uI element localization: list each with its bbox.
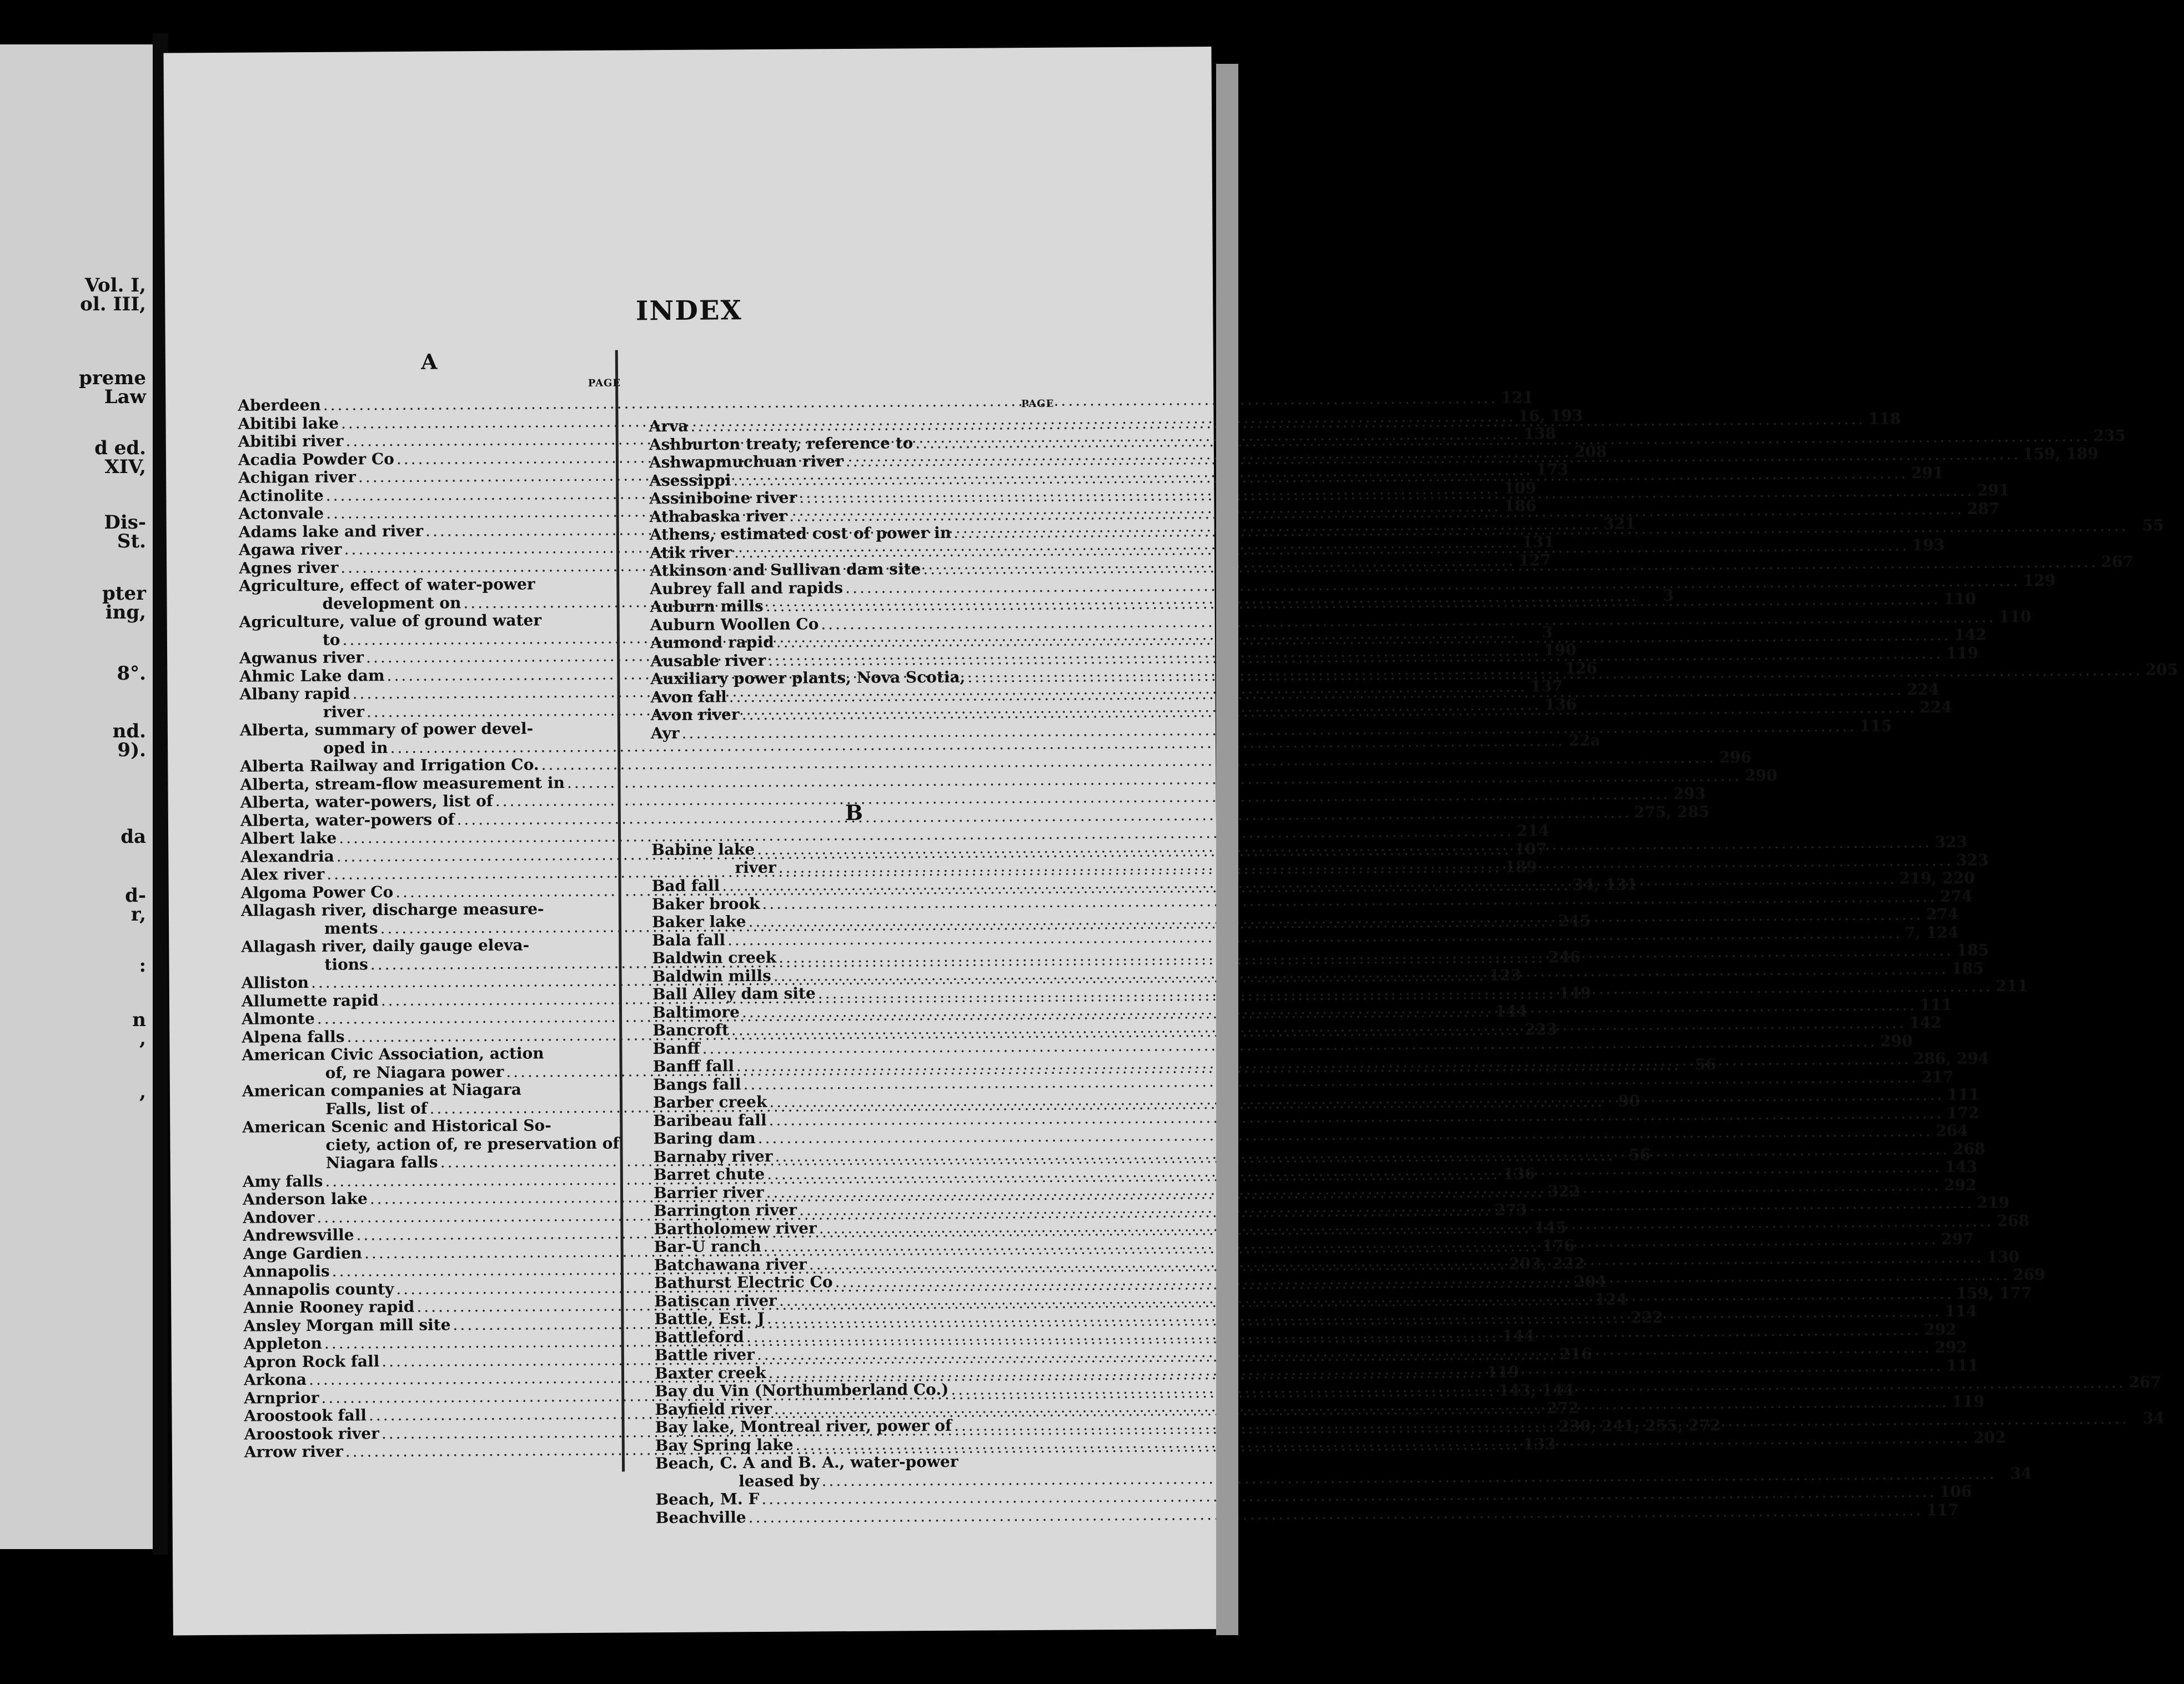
entry-page-number: 286, 294 — [1913, 1049, 1990, 1068]
entry-page-number: 145 — [1534, 1218, 1567, 1237]
entry-page-number: 224 — [1906, 680, 1940, 698]
entry-page-number: 205 — [2145, 660, 2178, 679]
entry-label: Agnes river — [239, 558, 339, 577]
entry-label: Agriculture, value of ground water — [239, 611, 542, 631]
entry-label: ciety, action of, re preservation of — [325, 1134, 620, 1154]
entry-page-number: 173 — [1536, 460, 1569, 479]
entry-label: Athabaska river — [649, 506, 787, 526]
entry-label: Bathurst Electric Co — [654, 1273, 833, 1293]
entry-label: Arnprior — [244, 1388, 319, 1407]
index-entry — [655, 1482, 1972, 1509]
entry-label: Ange Gardien — [243, 1243, 363, 1263]
facing-page-text-fragment: XIV, — [104, 456, 146, 478]
entry-label: Agawa river — [238, 540, 342, 559]
entry-label: Baldwin creek — [652, 948, 777, 968]
entry-page-number: 291 — [1977, 481, 2010, 500]
entry-page-number: 214 — [1517, 821, 1550, 840]
entry-label: Abitibi lake — [238, 414, 339, 433]
entry-page-number: 292 — [1934, 1338, 1967, 1357]
index-entry — [655, 1452, 1061, 1473]
entry-page-number: 219, 220 — [1899, 868, 1975, 888]
entry-label: Alberta, water-powers, list of — [240, 791, 493, 812]
entry-label: Arrow river — [244, 1442, 343, 1461]
entry-page-number: 109 — [1503, 478, 1537, 497]
facing-page-text-fragment: Dis- — [104, 511, 146, 534]
entry-page-number: 126 — [1564, 658, 1598, 677]
entry-label: American Civic Association, action — [242, 1044, 544, 1064]
entry-page-number: 111 — [1946, 1356, 1979, 1375]
entry-label: Alberta, water-powers of — [240, 810, 455, 830]
entry-label: Acadia Powder Co — [238, 449, 395, 469]
entry-page-number: 275, 285 — [1634, 802, 1710, 821]
entry-label: Aberdeen — [238, 395, 321, 415]
entry-label: Apron Rock fall — [243, 1351, 380, 1371]
entry-label: Bancroft — [652, 1021, 729, 1040]
entry-page-number: 274 — [1926, 904, 1959, 924]
entry-label: Baribeau fall — [653, 1110, 767, 1130]
entry-page-number: 56 — [1694, 1054, 1716, 1074]
entry-page-number: 219 — [1977, 1193, 2010, 1212]
index-entry — [653, 1121, 1969, 1148]
entry-page-number: 34 — [2142, 1409, 2165, 1427]
entry-page-number: 118 — [1868, 409, 1901, 428]
entry-page-number: 55 — [2142, 516, 2164, 535]
entry-label: Ayr — [650, 723, 680, 742]
entry-page-number: 185 — [1951, 959, 1984, 978]
entry-page-number: 297 — [1941, 1229, 1974, 1249]
entry-label: Bar-U ranch — [654, 1236, 761, 1256]
entry-label: Auxiliary power plants, Nova Scotia, — [650, 667, 966, 688]
entry-page-number: 138 — [1523, 424, 1557, 443]
entry-label: Alberta, summary of power devel- — [239, 719, 534, 740]
entry-label: Aroostook river — [244, 1424, 380, 1444]
entry-page-number: 127 — [1518, 550, 1552, 570]
entry-label: Barnaby river — [653, 1147, 773, 1166]
entry-page-number: 323 — [1935, 832, 1967, 852]
entry-page-number: 269 — [2012, 1265, 2046, 1284]
entry-label: Battle, Est. J — [654, 1309, 765, 1329]
entry-page-number: 110 — [1999, 607, 2032, 626]
entry-page-number: 216 — [1559, 1344, 1593, 1363]
entry-label: Ahmic Lake dam — [239, 666, 385, 686]
entry-label: Baring dam — [653, 1129, 756, 1148]
entry-page-number: 268 — [1996, 1211, 2030, 1230]
entry-label: Barrier river — [653, 1183, 764, 1202]
entry-page-number: 217 — [1921, 1067, 1954, 1086]
entry-label: Annapolis county — [243, 1279, 394, 1299]
entry-page-number: 131 — [1522, 532, 1555, 551]
facing-page-text-fragment: r, — [130, 903, 146, 926]
entry-label: Agwanus river — [239, 648, 364, 667]
entry-label: Alberta Railway and Irrigation Co. — [240, 755, 539, 776]
entry-page-number: 272 — [1547, 1398, 1579, 1417]
facing-page-text-fragment: d ed. — [94, 437, 146, 459]
entry-page-number: 111 — [1947, 1085, 1980, 1104]
entry-page-number: 230, 241, 255, 272 — [1558, 1415, 1721, 1435]
entry-label: Aumond rapid — [650, 632, 774, 652]
facing-page-text-fragment: 9). — [117, 739, 146, 761]
facing-page-text-fragment: da — [121, 826, 146, 848]
entry-label: river — [735, 858, 776, 877]
entry-page-number: 144 — [1494, 1002, 1528, 1021]
entry-page-number: 293 — [1673, 784, 1706, 803]
entry-page-number: 321 — [1603, 514, 1636, 533]
entry-page-number: 7, 124 — [1904, 923, 1959, 942]
entry-label: Alpena falls — [242, 1027, 345, 1047]
entry-label: Avon fall — [650, 687, 727, 706]
index-entry — [240, 784, 1706, 812]
entry-page-number: 142 — [1909, 1013, 1942, 1032]
entry-page-number: 268 — [1952, 1139, 1986, 1158]
index-entry — [650, 589, 1976, 616]
entry-label: Barber creek — [652, 1092, 767, 1112]
entry-label: river — [323, 702, 365, 721]
facing-page-text-fragment: pter — [102, 582, 146, 605]
index-entry — [240, 748, 1752, 776]
entry-label: Bangs fall — [652, 1074, 741, 1094]
facing-page-text-fragment: : — [139, 954, 146, 977]
entry-page-number: 56 — [1629, 1145, 1651, 1164]
entry-label: Andrewsville — [243, 1225, 354, 1245]
index-entry — [240, 719, 623, 740]
entry-label: Auburn Woollen Co — [650, 614, 819, 634]
entry-label: development on — [322, 593, 461, 613]
entry-label: Arkona — [243, 1370, 307, 1389]
entry-label: Atik river — [649, 542, 732, 562]
entry-label: Ball Alley dam site — [652, 984, 816, 1004]
entry-page-number: 119 — [1946, 644, 1979, 662]
index-entry — [242, 1044, 625, 1064]
entry-page-number: 292 — [1924, 1320, 1957, 1339]
entry-page-number: 22a — [1568, 731, 1601, 750]
entry-label: Baltimore — [652, 1002, 740, 1022]
entry-label: Assiniboine river — [649, 488, 797, 508]
entry-page-number: 290 — [1744, 766, 1778, 785]
entry-label: Bay lake, Montreal river, power of — [655, 1416, 952, 1437]
entry-label: Bala fall — [652, 930, 726, 949]
entry-label: Allagash river, discharge measure- — [240, 899, 544, 920]
entry-page-number: 143 — [1945, 1157, 1977, 1176]
entry-page-number: 133 — [1523, 1435, 1556, 1454]
entry-page-number: 193 — [1912, 535, 1945, 554]
index-entry — [239, 575, 622, 595]
entry-label: Abitibi river — [238, 431, 344, 451]
entry-page-number: 267 — [2101, 552, 2134, 571]
entry-page-number: 223 — [1524, 1019, 1558, 1039]
facing-page-text-fragment: ing, — [105, 601, 146, 624]
entry-page-number: 222 — [1630, 1308, 1664, 1326]
entry-page-number: 34 — [2010, 1464, 2032, 1482]
entry-page-number: 34, 131 — [1572, 874, 1638, 894]
entry-label: Actinolite — [238, 486, 324, 505]
entry-page-number: 16, 193 — [1518, 406, 1583, 425]
index-entry — [240, 821, 1550, 848]
entry-label: Auburn mills — [650, 596, 764, 616]
entry-page-number: 267 — [2128, 1373, 2162, 1391]
entry-page-number: 117 — [1926, 1500, 1959, 1519]
entry-page-number: 246 — [1548, 947, 1581, 966]
entry-page-number: 144 — [1502, 1326, 1535, 1345]
entry-page-number: 189 — [1504, 857, 1538, 876]
entry-page-number: 130 — [1986, 1247, 2020, 1266]
entry-label: Bayfield river — [655, 1399, 772, 1419]
entry-label: Actonvale — [238, 504, 324, 523]
entry-label: Almonte — [241, 1009, 315, 1028]
facing-page-text-fragment: n — [132, 1009, 146, 1031]
facing-page-text-fragment: Vol. I, — [84, 274, 146, 296]
entry-label: Annapolis — [243, 1261, 330, 1281]
entry-label: Alex river — [240, 864, 325, 884]
entry-page-number: 106 — [1939, 1482, 1972, 1501]
entry-label: tions — [324, 954, 368, 974]
entry-label: to — [322, 630, 340, 649]
entry-label: Achigan river — [238, 468, 357, 487]
index-entry — [241, 936, 624, 956]
entry-label: Baldwin mills — [652, 966, 771, 986]
entry-label: Atkinson and Sullivan dam site — [650, 560, 921, 580]
entry-label: Batchawana river — [654, 1254, 807, 1274]
entry-label: Alexandria — [240, 847, 334, 866]
index-entry — [242, 1116, 625, 1137]
entry-label: Falls, list of — [325, 1099, 428, 1118]
index-entry — [655, 1500, 1959, 1527]
entry-label: Allagash river, daily gauge eleva- — [241, 936, 530, 956]
facing-page-text-fragment: preme — [79, 367, 146, 389]
entry-label: Adams lake and river — [238, 521, 424, 541]
page-column-heading: PAGE — [588, 377, 621, 389]
facing-page-text-fragment: Law — [104, 386, 146, 408]
index-entry — [241, 899, 624, 920]
entry-label: Baker lake — [651, 912, 746, 932]
entry-page-number: 136 — [1503, 1164, 1536, 1183]
entry-label: Niagara falls — [325, 1153, 438, 1172]
entry-page-number: 149 — [1558, 983, 1591, 1002]
entry-page-number: 292 — [1944, 1175, 1977, 1194]
entry-label: Appleton — [243, 1334, 323, 1353]
entry-label: oped in — [323, 738, 388, 757]
entry-label: Amy falls — [242, 1172, 323, 1191]
entry-page-number: 110 — [1943, 589, 1976, 608]
entry-label: Anderson lake — [242, 1189, 368, 1209]
entry-label: Beach, C. A and B. A., water-power — [655, 1452, 958, 1473]
entry-label: Algoma Power Co — [240, 882, 394, 902]
section-letter-a: A — [420, 349, 438, 374]
entry-page-number: 142 — [1954, 625, 1987, 644]
index-entry — [239, 611, 622, 631]
entry-page-number: 190 — [1544, 641, 1577, 660]
entry-page-number: 159, 177 — [1956, 1283, 2032, 1303]
entry-page-number: 119 — [1951, 1392, 1985, 1411]
entry-label: Battleford — [654, 1327, 744, 1346]
entry-label: Athens, estimated cost of power in — [649, 523, 952, 544]
entry-page-number: 107 — [1514, 839, 1547, 858]
entry-page-number: 3 — [1542, 622, 1553, 641]
index-entry — [242, 1080, 625, 1100]
entry-label: Avon river — [650, 705, 740, 725]
entry-page-number: 323 — [1956, 850, 1989, 869]
entry-page-number: 111 — [1920, 995, 1952, 1014]
entry-label: Andover — [243, 1208, 315, 1227]
entry-page-number: 208 — [1574, 442, 1607, 461]
entry-label: Banff fall — [652, 1057, 735, 1076]
facing-page-text-fragment: , — [139, 1081, 146, 1103]
facing-page-text-fragment: d- — [125, 884, 146, 907]
entry-page-number: 274 — [1940, 887, 1973, 906]
facing-page-text-fragment: nd. — [112, 720, 146, 742]
entry-page-number: 136 — [1544, 695, 1577, 713]
facing-page-fragment — [0, 44, 153, 1549]
entry-label: Ashburton treaty, reference to — [649, 433, 913, 454]
entry-label: Batiscan river — [654, 1291, 777, 1310]
entry-label: Beach, M. F — [655, 1490, 760, 1509]
entry-page-number: 264 — [1935, 1121, 1969, 1140]
entry-label: Bay du Vin (Northumberland Co.) — [655, 1380, 949, 1401]
entry-label: American Scenic and Historical So- — [242, 1116, 551, 1137]
page-title: INDEX — [635, 295, 742, 327]
entry-page-number: 137 — [1530, 677, 1563, 696]
index-page — [163, 47, 2178, 1635]
entry-page-number: 124 — [1594, 1290, 1628, 1309]
entry-label: Agriculture, effect of water-power — [239, 575, 535, 595]
entry-label: Ashwapmuchuan river — [649, 452, 844, 472]
page-column-heading: PAGE — [1021, 398, 1055, 410]
entry-page-number: 296 — [1719, 748, 1752, 767]
entry-label: Ausable river — [650, 651, 766, 670]
entry-page-number: 186 — [1504, 496, 1537, 515]
entry-label: Ansley Morgan mill site — [243, 1315, 451, 1335]
entry-page-number: 211 — [1995, 977, 2029, 996]
entry-label: of, re Niagara power — [325, 1062, 504, 1082]
entry-page-number: 172 — [1946, 1103, 1980, 1122]
entry-label: Asessippi — [649, 470, 731, 490]
entry-page-number: 224 — [1919, 697, 1952, 717]
entry-page-number: 3 — [1663, 586, 1674, 605]
entry-page-number: 273 — [1494, 1200, 1528, 1219]
entry-page-number: 245 — [1558, 911, 1591, 930]
entry-label: Bay Spring lake — [655, 1435, 794, 1455]
entry-label: Alberta, stream-flow measurement in — [240, 773, 565, 794]
entry-page-number: 290 — [1880, 1031, 1913, 1050]
entry-label: Aroostook fall — [244, 1406, 367, 1425]
facing-page-text-fragment: ol. III, — [80, 293, 146, 315]
entry-page-number: 235 — [2093, 426, 2126, 445]
entry-page-number: 291 — [1911, 463, 1944, 482]
entry-label: Battle river — [654, 1345, 755, 1365]
entry-page-number: 176 — [1542, 1236, 1575, 1255]
entry-label: leased by — [739, 1471, 820, 1490]
entry-label: Bad fall — [651, 876, 720, 896]
entry-label: Bartholomew river — [654, 1218, 817, 1238]
entry-label: American companies at Niagara — [242, 1080, 522, 1100]
facing-page-text-fragment: 8°. — [117, 662, 146, 685]
entry-page-number: 129 — [2023, 571, 2056, 590]
section-letter-b: B — [845, 800, 863, 826]
entry-label: Arva — [649, 416, 689, 436]
entry-label: Beachville — [655, 1507, 746, 1527]
entry-page-number: 203, 222 — [1509, 1254, 1585, 1273]
entry-label: Albert lake — [240, 828, 337, 848]
entry-page-number: 114 — [1944, 1301, 1977, 1320]
entry-page-number: 143, 144 — [1498, 1380, 1574, 1400]
entry-page-number: 115 — [1859, 716, 1892, 735]
entry-page-number: 185 — [1956, 941, 1989, 959]
entry-label: Babine lake — [651, 840, 755, 859]
entry-page-number: 119 — [1487, 1363, 1519, 1382]
entry-page-number: 204 — [1574, 1272, 1607, 1291]
facing-page-text-fragment: St. — [117, 530, 146, 552]
entry-page-number: 121 — [1500, 388, 1534, 407]
entry-label: Baker brook — [651, 894, 760, 913]
entry-label: Barret chute — [653, 1164, 765, 1184]
entry-label: Allumette rapid — [241, 991, 379, 1011]
entry-page-number: 322 — [1547, 1182, 1580, 1201]
entry-label: Albany rapid — [239, 684, 350, 703]
entry-label: Aubrey fall and rapids — [650, 578, 844, 598]
entry-page-number: 90 — [1618, 1091, 1640, 1110]
entry-label: Baxter creek — [654, 1363, 766, 1383]
page-edge — [1216, 64, 1238, 1635]
entry-label: Alliston — [241, 973, 309, 992]
facing-page-text-fragment: , — [139, 1028, 146, 1050]
entry-label: Annie Rooney rapid — [243, 1297, 415, 1317]
entry-page-number: 202 — [1973, 1427, 2006, 1447]
index-entry — [240, 857, 1538, 884]
entry-label: Barrington river — [654, 1200, 797, 1220]
entry-page-number: 123 — [1489, 966, 1522, 984]
entry-label: Banff — [652, 1039, 700, 1058]
entry-label: ments — [324, 918, 378, 938]
entry-page-number: 159, 189 — [2022, 444, 2098, 464]
entry-page-number: 287 — [1967, 499, 2000, 518]
